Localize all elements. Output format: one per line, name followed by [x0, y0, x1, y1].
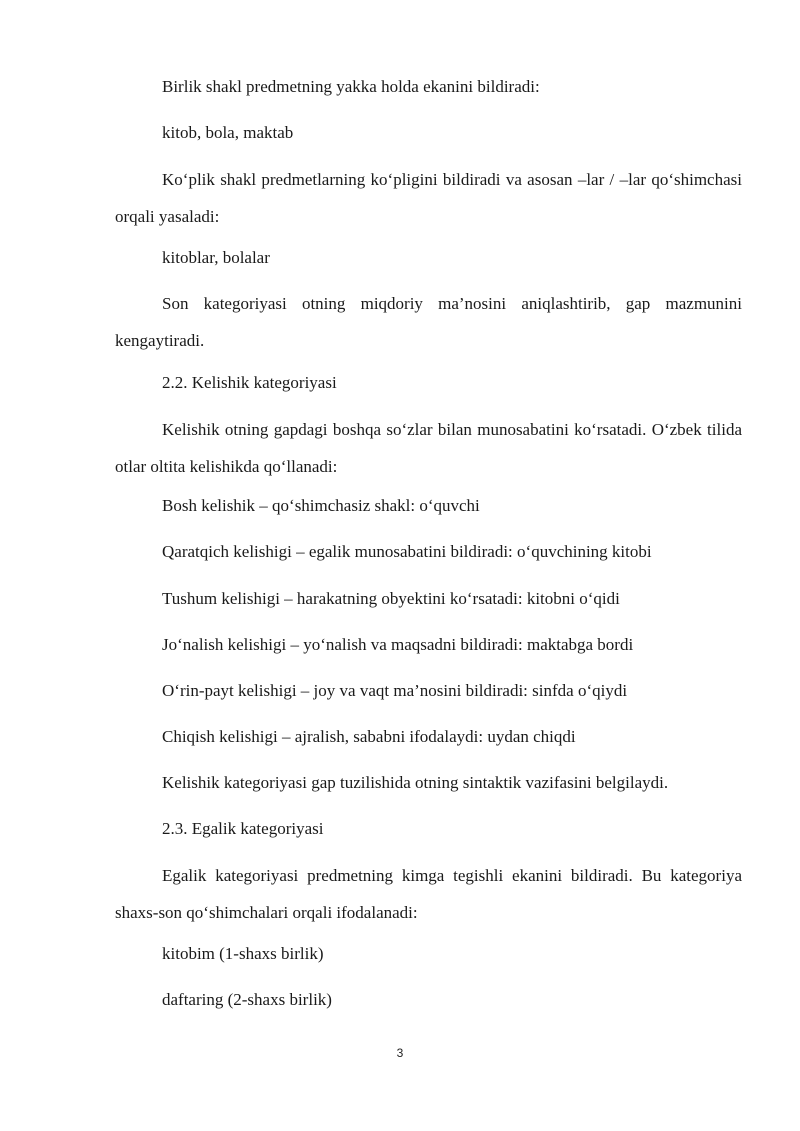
list-item-bosh-kelishik: Bosh kelishik – qo‘shimchasiz shakl: o‘quvchi — [162, 496, 480, 515]
paragraph-kelishik-conclusion: Kelishik kategoriyasi gap tuzilishida otning sintaktik vazifasini belgilaydi. — [162, 773, 669, 792]
list-item-chiqish-kelishigi: Chiqish kelishigi – ajralish, sababni ifodalaydi: uydan chiqdi — [162, 727, 576, 746]
list-item-tushum-kelishigi: Tushum kelishigi – harakatning obyektini ko‘rsatadi: kitobni o‘qidi — [162, 589, 620, 608]
paragraph-birlik-shakl: Birlik shakl predmetning yakka holda ekanini bildiradi: — [162, 77, 540, 96]
list-item-qaratqich-kelishigi: Qaratqich kelishigi – egalik munosabatini bildiradi: o‘quvchining kitobi — [162, 542, 652, 561]
list-item-jonalish-kelishigi: Jo‘nalish kelishigi – yo‘nalish va maqsadni bildiradi: maktabga bordi — [162, 635, 634, 654]
example-daftaring: daftaring (2-shaxs birlik) — [162, 990, 332, 1009]
example-koplik: kitoblar, bolalar — [162, 248, 270, 267]
example-kitobim: kitobim (1-shaxs birlik) — [162, 944, 324, 963]
paragraph-kelishik-intro: Kelishik otning gapdagi boshqa so‘zlar bilan munosabatini ko‘rsatadi. O‘zbek tilida otlar oltita kelishikda qo‘llanadi: — [115, 420, 742, 476]
paragraph-egalik-intro: Egalik kategoriyasi predmetning kimga tegishli ekanini bildiradi. Bu kategoriya shaxs-son qo‘shimchalari orqali ifodalanadi: — [115, 866, 742, 922]
section-heading-kelishik: 2.2. Kelishik kategoriyasi — [162, 373, 337, 392]
paragraph-koplik-shakl: Ko‘plik shakl predmetlarning ko‘pligini bildiradi va asosan –lar / –lar qo‘shimchasi orqali yasaladi: — [115, 170, 742, 226]
page-number: 3 — [396, 1046, 404, 1060]
section-heading-egalik: 2.3. Egalik kategoriyasi — [162, 819, 324, 838]
list-item-orin-payt-kelishigi: O‘rin-payt kelishigi – joy va vaqt ma’nosini bildiradi: sinfda o‘qiydi — [162, 681, 628, 700]
example-birlik: kitob, bola, maktab — [162, 123, 294, 142]
paragraph-son-kategoriyasi: Son kategoriyasi otning miqdoriy ma’nosini aniqlashtirib, gap mazmunini kengaytiradi. — [115, 294, 742, 350]
